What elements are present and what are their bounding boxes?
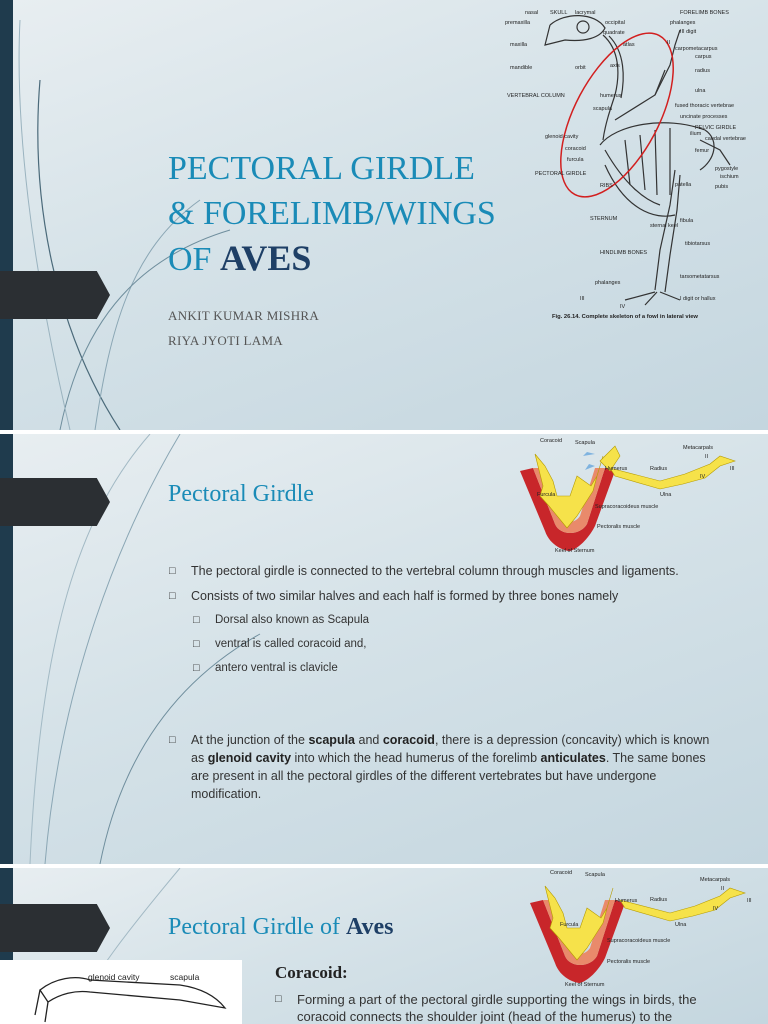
bullet-2: □ Consists of two similar halves and each half is formed by three bones namely (169, 589, 619, 603)
svg-text:premaxilla: premaxilla (505, 20, 531, 26)
svg-text:nasal: nasal (525, 10, 539, 16)
svg-text:coracoid: coracoid (565, 146, 586, 152)
svg-text:carpometacarpus: carpometacarpus (675, 46, 718, 52)
svg-text:phalanges: phalanges (595, 280, 621, 286)
svg-text:VERTEBRAL COLUMN: VERTEBRAL COLUMN (507, 93, 565, 99)
inset-scapula-label: scapula (170, 972, 200, 982)
svg-text:III: III (580, 296, 585, 302)
svg-text:Furcula: Furcula (537, 492, 556, 498)
svg-text:PELVIC GIRDLE: PELVIC GIRDLE (695, 125, 737, 131)
svg-text:radius: radius (695, 68, 710, 74)
svg-text:Radius: Radius (650, 466, 668, 472)
slide-title (168, 146, 528, 282)
svg-text:tibiotarsus: tibiotarsus (685, 241, 711, 247)
svg-text:Keel of Sternum: Keel of Sternum (565, 982, 605, 988)
svg-text:ischium: ischium (720, 174, 739, 180)
pectoral-girdle-slide (0, 434, 768, 864)
svg-text:IV: IV (620, 304, 626, 310)
slide-heading: Pectoral Girdle (168, 481, 314, 507)
svg-text:sternal keel: sternal keel (650, 223, 679, 229)
title-bold-word: AVES (219, 238, 312, 278)
sub-bullet-2: □ ventral is called coracoid and, (193, 638, 367, 650)
svg-text:Supracoracoideus muscle: Supracoracoideus muscle (607, 938, 671, 944)
svg-text:Coracoid: Coracoid (540, 438, 563, 444)
svg-text:carpus: carpus (695, 54, 712, 60)
svg-text:orbit: orbit (575, 65, 586, 71)
fowl-skeleton-figure (505, 0, 768, 330)
svg-text:phalanges: phalanges (670, 20, 696, 26)
coracoid-inset-figure (0, 960, 242, 1024)
svg-text:Metacarpals: Metacarpals (700, 877, 730, 883)
svg-text:Ulna: Ulna (675, 922, 687, 928)
svg-text:lacrymal: lacrymal (575, 10, 596, 16)
svg-text:IV: IV (700, 474, 706, 480)
svg-text:III: III (730, 466, 735, 472)
svg-text:fibula: fibula (680, 218, 694, 224)
svg-text:furcula: furcula (567, 157, 584, 163)
slide-heading: Pectoral Girdle of Aves (168, 914, 394, 940)
authors (168, 303, 319, 353)
svg-text:II: II (667, 40, 671, 46)
svg-text:Pectoralis muscle: Pectoralis muscle (597, 524, 641, 530)
svg-text:II: II (721, 886, 725, 892)
svg-text:scapula: scapula (593, 106, 612, 112)
svg-text:humerus: humerus (600, 93, 622, 99)
sub-bullet-3: □ antero ventral is clavicle (193, 662, 338, 674)
svg-text:tarsometatarsus: tarsometatarsus (680, 274, 720, 280)
svg-text:PECTORAL GIRDLE: PECTORAL GIRDLE (535, 171, 587, 177)
glenoid-paragraph: □ At the junction of the scapula and coracoid, there is a depression (concavity) which is known as glenoid cavity into which the head humerus of the forelimb anticulates. The same bones are present in all the pectoral girdles of the different vertebrates but have undergone modification. (169, 733, 710, 801)
slide-tab-marker (0, 904, 110, 952)
svg-text:patella: patella (675, 182, 692, 188)
left-accent-bar (0, 0, 13, 430)
svg-text:Pectoralis muscle: Pectoralis muscle (607, 959, 651, 965)
inset-glenoid-label: glenoid cavity (88, 972, 140, 982)
svg-text:quadrate: quadrate (603, 30, 625, 36)
title-line-3: OF AVES (168, 238, 312, 278)
title-line-1: PECTORAL GIRDLE (168, 150, 475, 187)
slide-tab-marker (0, 271, 110, 319)
pectoral-girdle-figure (515, 436, 765, 556)
svg-text:Supracoracoideus muscle: Supracoracoideus muscle (595, 504, 659, 510)
svg-text:Scapula: Scapula (575, 440, 595, 446)
slide-tab-marker (0, 478, 110, 526)
svg-text:HINDLIMB BONES: HINDLIMB BONES (600, 250, 648, 256)
svg-text:IV: IV (713, 906, 719, 912)
svg-text:ulna: ulna (695, 88, 706, 94)
svg-text:Scapula: Scapula (585, 872, 605, 878)
svg-text:Coracoid: Coracoid (550, 870, 573, 876)
svg-text:Humerus: Humerus (605, 466, 628, 472)
svg-text:STERNUM: STERNUM (590, 216, 618, 222)
svg-text:glenoid cavity: glenoid cavity (545, 134, 579, 140)
svg-text:caudal vertebrae: caudal vertebrae (705, 136, 746, 142)
svg-text:FORELIMB BONES: FORELIMB BONES (680, 10, 729, 16)
coracoid-bullet: □ Forming a part of the pectoral girdle supporting the wings in birds, the coracoid connects the shoulder joint (head of the humerus) to the (275, 992, 697, 1024)
sub-bullet-1: □ Dorsal also known as Scapula (193, 614, 370, 626)
svg-text:III: III (747, 898, 752, 904)
svg-text:pygostyle: pygostyle (715, 166, 739, 172)
svg-text:femur: femur (695, 148, 710, 154)
svg-text:ilium: ilium (690, 131, 702, 137)
svg-text:I digit or hallux: I digit or hallux (680, 296, 716, 302)
svg-text:Metacarpals: Metacarpals (683, 445, 713, 451)
svg-text:fused thoracic vertebrae: fused thoracic vertebrae (675, 103, 735, 109)
svg-text:axis: axis (610, 63, 620, 69)
author-2: RIYA JYOTI LAMA (168, 333, 283, 348)
pectoral-girdle-figure (525, 868, 768, 988)
svg-text:Radius: Radius (650, 897, 668, 903)
svg-text:atlas: atlas (623, 42, 635, 48)
bullet-1: □ The pectoral girdle is connected to the vertebral column through muscles and ligaments. (169, 564, 679, 578)
svg-text:SKULL: SKULL (550, 10, 568, 16)
title-line-2: & FORELIMB/WINGS (168, 195, 496, 232)
svg-text:uncinate processes: uncinate processes (680, 114, 728, 120)
svg-text:mandible: mandible (510, 65, 533, 71)
svg-text:Furcula: Furcula (560, 922, 579, 928)
svg-text:II: II (705, 454, 709, 460)
svg-text:Keel of Sternum: Keel of Sternum (555, 548, 595, 554)
svg-text:maxilla: maxilla (510, 42, 528, 48)
coracoid-subheading: Coracoid: (275, 963, 348, 982)
svg-text:RIBS: RIBS (600, 183, 613, 189)
author-1: ANKIT KUMAR MISHRA (168, 308, 320, 323)
svg-text:occipital: occipital (605, 20, 625, 26)
figure-caption: Fig. 26.14. Complete skeleton of a fowl in lateral view (552, 314, 698, 320)
title-slide (0, 0, 768, 430)
svg-text:III digit: III digit (680, 29, 697, 35)
svg-text:pubis: pubis (715, 184, 729, 190)
svg-text:Ulna: Ulna (660, 492, 672, 498)
svg-text:Humerus: Humerus (615, 898, 638, 904)
pectoral-girdle-aves-slide (0, 868, 768, 1024)
